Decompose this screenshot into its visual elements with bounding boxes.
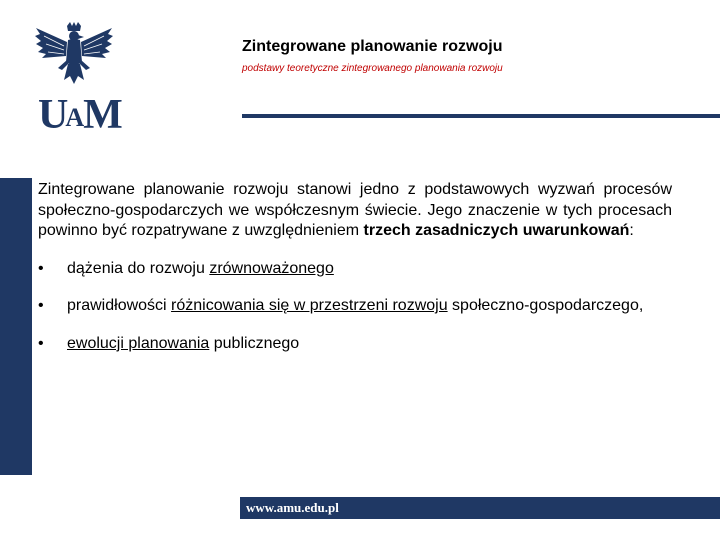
intro-end: :	[629, 222, 634, 239]
eagle-icon	[34, 22, 114, 86]
list-item-text: dążenia do rozwoju	[67, 259, 210, 277]
bullet-list	[38, 259, 672, 355]
list-item	[38, 334, 672, 355]
side-accent-bar	[0, 178, 32, 475]
list-item-link[interactable]: ewolucji planowania	[67, 334, 210, 352]
list-item-text-end: społeczno-gospodarczego,	[447, 297, 644, 314]
intro-text: Zintegrowane planowanie rozwoju stanowi jedno z podstawowych wyzwań procesów społeczno-gospodarczych we współczesnym świecie. Jego znaczenie w tych procesach powinno być rozpatrywane z uwzględnieniem	[38, 181, 672, 239]
list-item-text: prawidłowości	[67, 297, 172, 314]
footer-bar	[240, 497, 720, 519]
bullet-marker: •	[38, 334, 44, 352]
list-item-text-end: publicznego	[209, 334, 300, 352]
bullet-marker: •	[38, 259, 44, 277]
intro-paragraph	[38, 180, 672, 242]
slide-content	[38, 180, 672, 371]
list-item-link[interactable]: zrównoważonego	[209, 259, 334, 277]
bullet-marker: •	[38, 297, 44, 314]
header-divider	[242, 114, 720, 118]
page-title: Zintegrowane planowanie rozwoju	[242, 38, 503, 55]
university-logo	[34, 22, 120, 138]
list-item	[38, 259, 672, 280]
footer-url-link[interactable]: www.amu.edu.pl	[246, 500, 339, 515]
list-item-link[interactable]: różnicowania się w przestrzeni rozwoju	[171, 297, 448, 314]
intro-emphasis: trzech zasadniczych uwarunkowań	[363, 222, 630, 239]
page-subtitle: podstawy teoretyczne zintegrowanego planowania rozwoju	[242, 63, 503, 74]
logo-wordmark: UAM	[38, 92, 120, 138]
list-item	[38, 296, 672, 317]
